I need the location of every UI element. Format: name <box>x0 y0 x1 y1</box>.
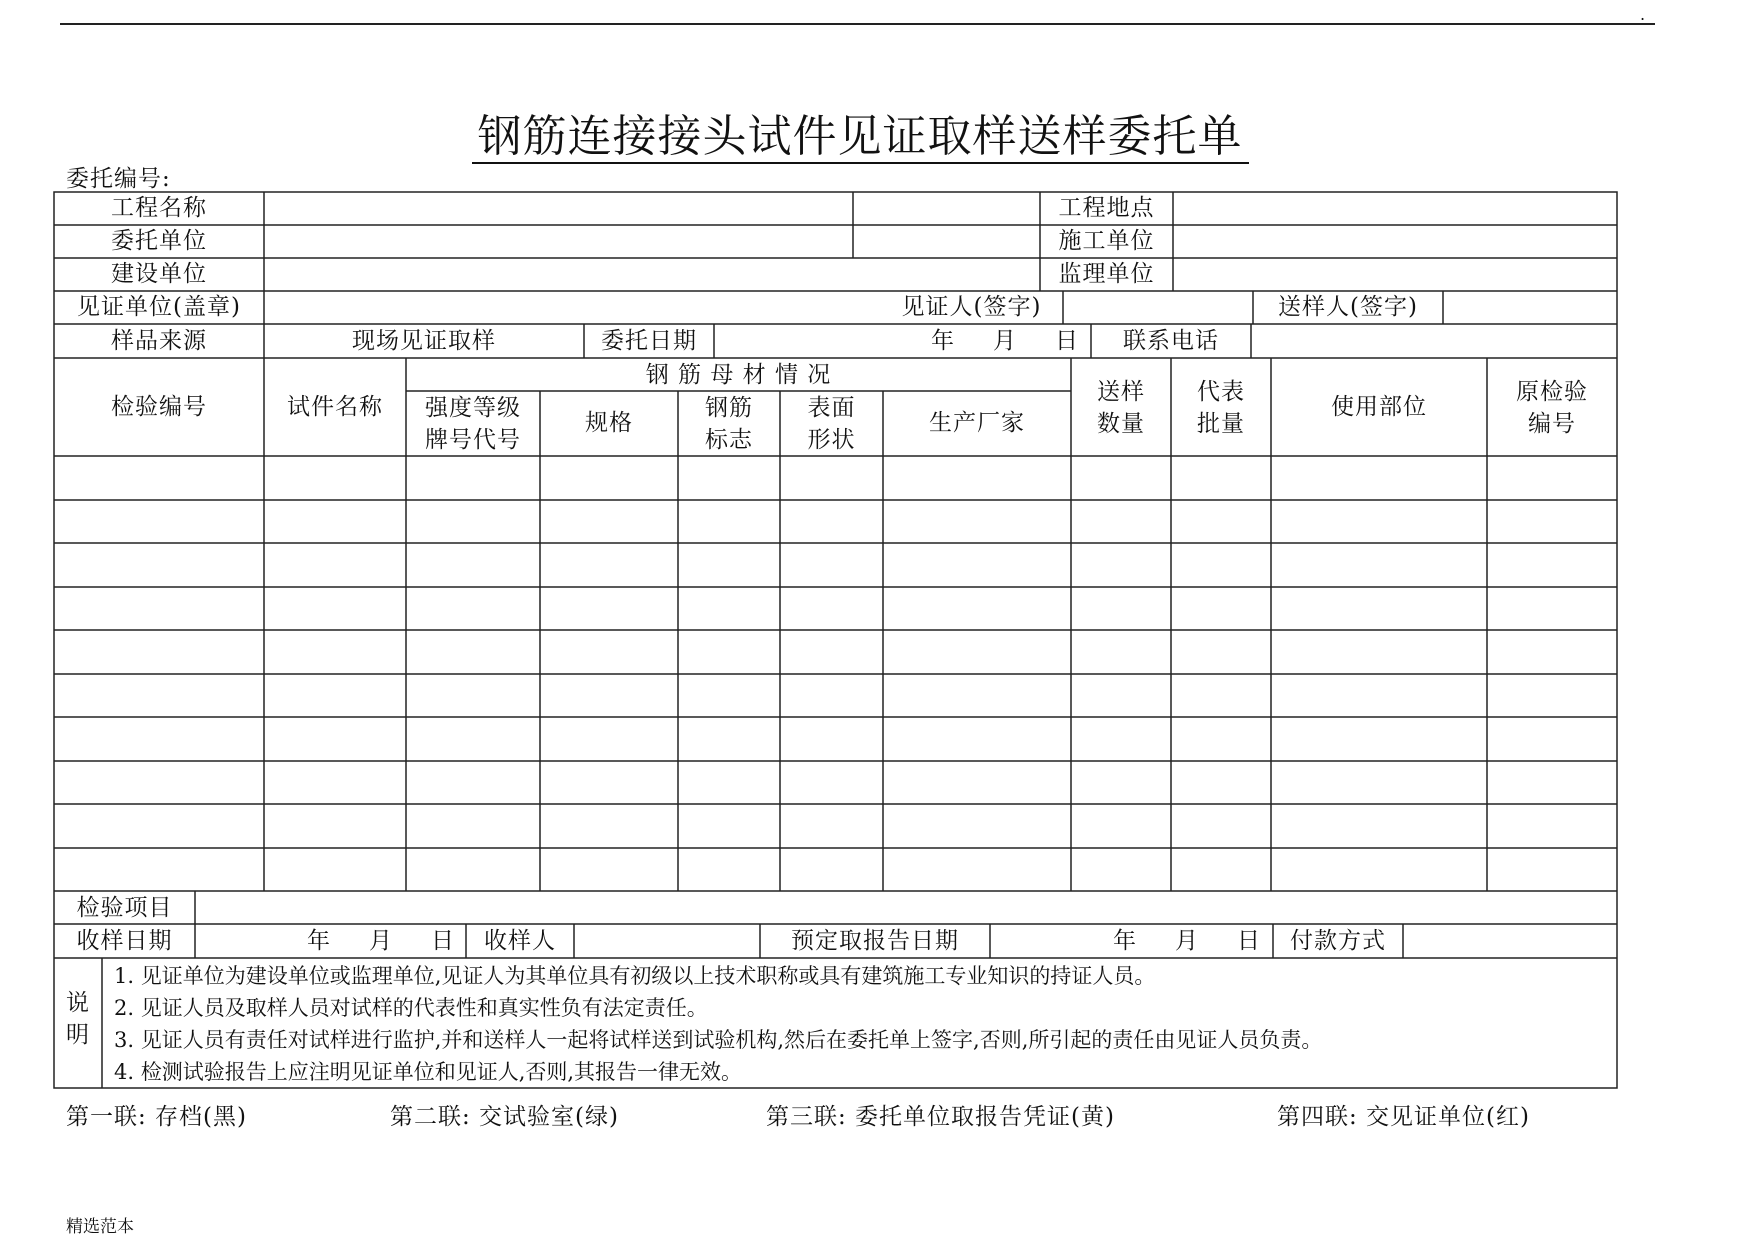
original-no-header <box>1487 376 1617 440</box>
sample-source-label: 样品来源 <box>111 328 207 354</box>
copy-1: 第一联: 存档(黑) <box>66 1104 248 1130</box>
form-title <box>0 100 1720 164</box>
project-site-label: 工程地点 <box>1058 195 1155 221</box>
quantity-header <box>1071 376 1171 440</box>
payment-label: 付款方式 <box>1290 928 1386 954</box>
copy-2: 第二联: 交试验室(绿) <box>390 1104 620 1130</box>
form-title-text: 钢筋连接接头试件见证取样送样委托单 <box>472 111 1249 164</box>
original-no-header-line1: 原检验 <box>1516 379 1588 405</box>
entrust-number-label: 委托编号: <box>66 166 171 192</box>
original-no-header-line2: 编号 <box>1528 411 1576 437</box>
page-footer: 精选范本 <box>66 1217 134 1237</box>
receive-date-day: 日 <box>431 928 455 954</box>
batch-header-line2: 批量 <box>1197 411 1245 437</box>
copy-4: 第四联: 交见证单位(红) <box>1277 1104 1531 1130</box>
rebar-mark-header-line1: 钢筋 <box>705 395 753 421</box>
report-date-month: 月 <box>1175 928 1199 954</box>
receive-date-year: 年 <box>307 928 331 954</box>
report-date-year: 年 <box>1113 928 1137 954</box>
report-date-label: 预定取报告日期 <box>791 928 959 954</box>
inspect-no-header: 检验编号 <box>111 394 207 420</box>
batch-header-line1: 代表 <box>1197 379 1245 405</box>
report-date-day: 日 <box>1237 928 1261 954</box>
usage-header: 使用部位 <box>1331 394 1427 420</box>
entrust-date-label: 委托日期 <box>601 328 697 354</box>
copy-3: 第三联: 委托单位取报告凭证(黄) <box>766 1104 1116 1130</box>
witness-person-label: 见证人(签字) <box>901 294 1042 320</box>
surface-header <box>780 392 883 456</box>
batch-header <box>1171 376 1271 440</box>
quantity-header-line2: 数量 <box>1097 411 1145 437</box>
note-item-2: 2. 见证人员及取样人员对试样的代表性和真实性负有法定责任。 <box>114 996 708 1020</box>
receive-date-label: 收样日期 <box>76 928 173 954</box>
grade-header-line1: 强度等级 <box>425 395 521 421</box>
build-unit-label: 建设单位 <box>111 261 207 287</box>
surface-header-line2: 形状 <box>807 427 856 453</box>
witness-unit-label: 见证单位(盖章) <box>77 294 241 320</box>
base-material-header: 钢 筋 母 材 情 况 <box>645 362 832 388</box>
quantity-header-line1: 送样 <box>1097 379 1145 405</box>
corner-mark: . <box>1640 5 1646 24</box>
grade-header <box>406 392 540 456</box>
note-item-4: 4. 检测试验报告上应注明见证单位和见证人,否则,其报告一律无效。 <box>114 1060 743 1084</box>
sample-source-value: 现场见证取样 <box>352 328 496 354</box>
note-item-3: 3. 见证人员有责任对试样进行监护,并和送样人一起将试样送到试验机构,然后在委托单上签字,否则,所引起的责任由见证人员负责。 <box>114 1028 1323 1052</box>
supervision-unit-label: 监理单位 <box>1058 261 1155 287</box>
note-item-1: 1. 见证单位为建设单位或监理单位,见证人为其单位具有初级以上技术职称或具有建筑施工专业知识的持证人员。 <box>114 964 1156 988</box>
project-name-label: 工程名称 <box>111 195 207 221</box>
rebar-mark-header <box>678 392 780 456</box>
contact-phone-label: 联系电话 <box>1123 328 1219 354</box>
notes-label-2: 明 <box>66 1022 90 1048</box>
construction-unit-label: 施工单位 <box>1058 228 1155 254</box>
receive-date-month: 月 <box>369 928 393 954</box>
grade-header-line2: 牌号代号 <box>425 427 521 453</box>
entrust-date-year: 年 <box>931 328 955 354</box>
top-rule <box>60 23 1655 25</box>
rebar-mark-header-line2: 标志 <box>705 427 753 453</box>
spec-header: 规格 <box>585 410 633 436</box>
specimen-name-header: 试件名称 <box>287 394 383 420</box>
test-items-label: 检验项目 <box>76 895 173 921</box>
sender-label: 送样人(签字) <box>1278 294 1418 320</box>
entrust-date-day: 日 <box>1055 328 1079 354</box>
entrust-date-month: 月 <box>993 328 1017 354</box>
surface-header-line1: 表面 <box>807 395 856 421</box>
notes-label-1: 说 <box>66 990 90 1016</box>
client-unit-label: 委托单位 <box>111 228 207 254</box>
receiver-label: 收样人 <box>484 928 556 954</box>
manufacturer-header: 生产厂家 <box>929 410 1025 436</box>
